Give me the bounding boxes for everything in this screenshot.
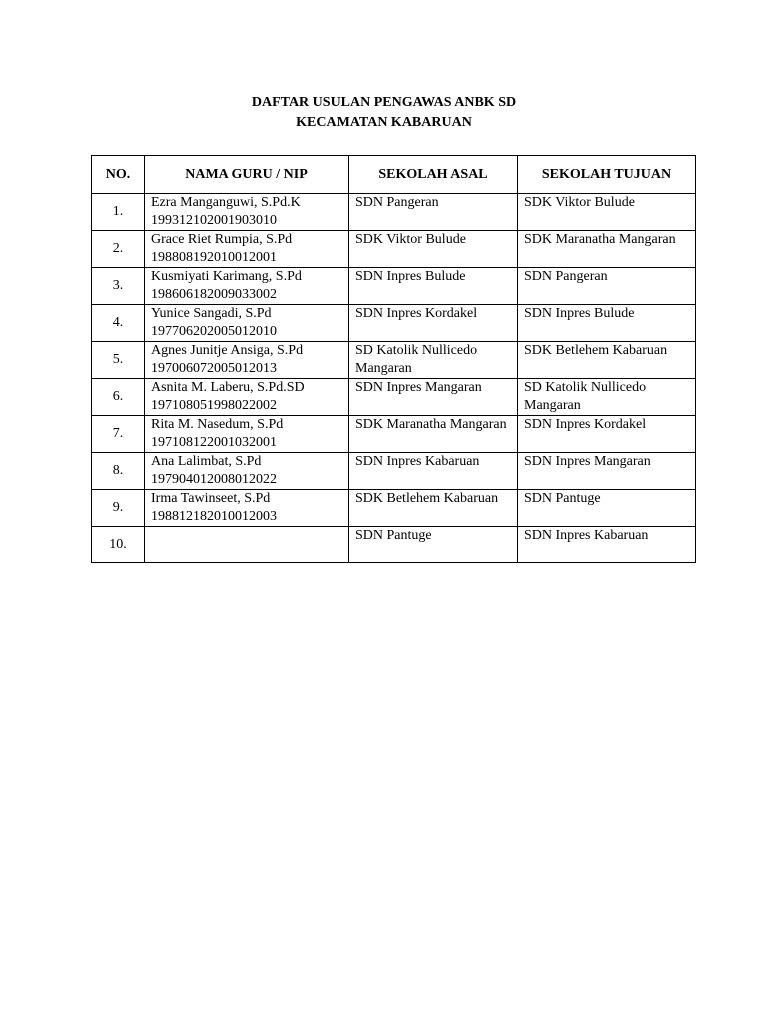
teacher-name: Rita M. Nasedum, S.Pd xyxy=(151,417,284,432)
teacher-name: Asnita M. Laberu, S.Pd.SD xyxy=(151,380,305,395)
school-origin: SDK Maranatha Mangaran xyxy=(355,417,507,432)
school-destination: SDK Betlehem Kabaruan xyxy=(524,343,668,358)
proposal-table xyxy=(91,155,696,563)
table-header-row xyxy=(92,156,696,194)
school-destination-cell xyxy=(518,305,696,342)
teacher-name: Grace Riet Rumpia, S.Pd xyxy=(151,232,293,247)
school-origin-cell xyxy=(349,379,518,416)
school-origin: SDN Inpres Bulude xyxy=(355,269,466,284)
school-destination: SDK Viktor Bulude xyxy=(524,195,635,210)
table-row xyxy=(92,527,696,563)
row-number: 6. xyxy=(92,379,145,416)
table-row xyxy=(92,268,696,305)
table-row xyxy=(92,194,696,231)
school-destination-cell xyxy=(518,379,696,416)
teacher-cell xyxy=(145,194,349,231)
school-origin: SDN Pantuge xyxy=(355,528,432,543)
school-origin: SDN Inpres Kordakel xyxy=(355,306,478,321)
teacher-name: Irma Tawinseet, S.Pd xyxy=(151,491,271,506)
school-origin-cell xyxy=(349,416,518,453)
school-destination: SDN Inpres Kabaruan xyxy=(524,528,649,543)
row-number: 3. xyxy=(92,268,145,305)
school-origin: SDK Viktor Bulude xyxy=(355,232,466,247)
teacher-cell xyxy=(145,527,349,563)
teacher-nip: 197108122001032001 xyxy=(151,435,277,450)
row-number: 7. xyxy=(92,416,145,453)
teacher-nip: 197006072005012013 xyxy=(151,361,277,376)
teacher-name: Agnes Junitje Ansiga, S.Pd xyxy=(151,343,304,358)
header-sekolah-tujuan: SEKOLAH TUJUAN xyxy=(518,156,696,194)
school-origin-cell xyxy=(349,305,518,342)
school-origin-cell xyxy=(349,194,518,231)
teacher-cell xyxy=(145,268,349,305)
document-title: DAFTAR USULAN PENGAWAS ANBK SD xyxy=(251,95,517,110)
school-origin-cell xyxy=(349,342,518,379)
school-destination: SDN Pantuge xyxy=(524,491,601,506)
teacher-name: Kusmiyati Karimang, S.Pd xyxy=(151,269,302,284)
school-destination-cell xyxy=(518,194,696,231)
table-row xyxy=(92,342,696,379)
teacher-cell xyxy=(145,305,349,342)
school-destination-cell xyxy=(518,490,696,527)
row-number: 1. xyxy=(92,194,145,231)
teacher-cell xyxy=(145,379,349,416)
teacher-name: Ezra Manganguwi, S.Pd.K xyxy=(151,195,301,210)
table-row xyxy=(92,379,696,416)
teacher-nip: 198808192010012001 xyxy=(151,250,277,265)
row-number: 2. xyxy=(92,231,145,268)
table-row xyxy=(92,305,696,342)
school-destination: SD Katolik Nullicedo Mangaran xyxy=(524,380,647,413)
school-destination: SDK Maranatha Mangaran xyxy=(524,232,676,247)
school-origin: SDN Inpres Mangaran xyxy=(355,380,482,395)
table-row xyxy=(92,231,696,268)
school-origin-cell xyxy=(349,268,518,305)
row-number: 4. xyxy=(92,305,145,342)
school-destination: SDN Inpres Bulude xyxy=(524,306,635,321)
teacher-nip: 197706202005012010 xyxy=(151,324,277,339)
document-subtitle: KECAMATAN KABARUAN xyxy=(296,115,472,130)
row-number: 5. xyxy=(92,342,145,379)
teacher-cell xyxy=(145,453,349,490)
table-row xyxy=(92,490,696,527)
teacher-nip: 199312102001903010 xyxy=(151,213,277,228)
school-destination: SDN Inpres Kordakel xyxy=(524,417,647,432)
school-destination-cell xyxy=(518,268,696,305)
table-row xyxy=(92,453,696,490)
school-origin: SDK Betlehem Kabaruan xyxy=(355,491,499,506)
header-nama-guru-nip: NAMA GURU / NIP xyxy=(145,156,349,194)
school-destination: SDN Inpres Mangaran xyxy=(524,454,651,469)
teacher-cell xyxy=(145,231,349,268)
table-row xyxy=(92,416,696,453)
school-destination-cell xyxy=(518,453,696,490)
teacher-name: Ana Lalimbat, S.Pd xyxy=(151,454,262,469)
teacher-nip: 197904012008012022 xyxy=(151,472,277,487)
school-origin-cell xyxy=(349,527,518,563)
school-origin-cell xyxy=(349,453,518,490)
teacher-nip: 197108051998022002 xyxy=(151,398,277,413)
school-destination-cell xyxy=(518,231,696,268)
school-destination-cell xyxy=(518,416,696,453)
teacher-cell xyxy=(145,490,349,527)
school-origin: SDN Inpres Kabaruan xyxy=(355,454,480,469)
school-origin: SDN Pangeran xyxy=(355,195,439,210)
school-destination: SDN Pangeran xyxy=(524,269,608,284)
row-number: 10. xyxy=(92,527,145,563)
row-number: 9. xyxy=(92,490,145,527)
header-no: NO. xyxy=(92,156,145,194)
school-destination-cell xyxy=(518,527,696,563)
teacher-cell xyxy=(145,416,349,453)
school-origin: SD Katolik Nullicedo Mangaran xyxy=(355,343,478,376)
school-origin-cell xyxy=(349,490,518,527)
teacher-nip: 198812182010012003 xyxy=(151,509,277,524)
row-number: 8. xyxy=(92,453,145,490)
school-destination-cell xyxy=(518,342,696,379)
header-sekolah-asal: SEKOLAH ASAL xyxy=(349,156,518,194)
teacher-cell xyxy=(145,342,349,379)
teacher-nip: 198606182009033002 xyxy=(151,287,277,302)
teacher-name: Yunice Sangadi, S.Pd xyxy=(151,306,272,321)
school-origin-cell xyxy=(349,231,518,268)
